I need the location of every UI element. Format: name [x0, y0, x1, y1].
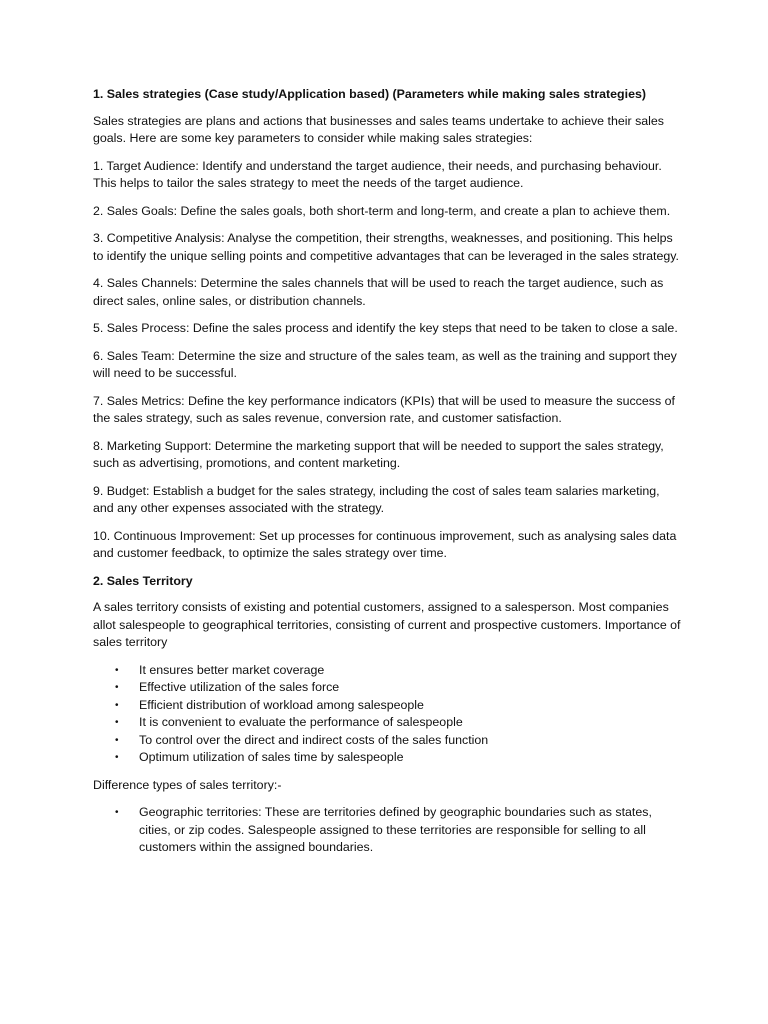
list-item-text: To control over the direct and indirect costs of the sales function — [139, 732, 489, 747]
parameter-item: 7. Sales Metrics: Define the key performance indicators (KPIs) that will be used to measure the success of the sales strategy, such as sales revenue, conversion rate, and customer satisfaction. — [93, 393, 675, 425]
bullet-icon: • — [115, 752, 119, 763]
list-item — [93, 697, 683, 715]
section1-intro: Sales strategies are plans and actions that businesses and sales teams undertake to achieve their sales goals. Here are some key parameters to consider while making sales strategies: — [93, 113, 664, 145]
bullet-icon: • — [115, 717, 119, 728]
bullet-icon: • — [115, 682, 119, 693]
parameter-item: 10. Continuous Improvement: Set up processes for continuous improvement, such as analysing sales data and customer feedback, to optimize the sales strategy over time. — [93, 528, 677, 560]
bullet-icon: • — [115, 807, 119, 818]
list-item-text: Geographic territories: These are territories defined by geographic boundaries such as states, cities, or zip codes. Salespeople assigned to these territories are responsible for selling to all customers within the assigned boundaries. — [139, 805, 652, 854]
parameter-item: 2. Sales Goals: Define the sales goals, both short-term and long-term, and create a plan to achieve them. — [93, 203, 671, 218]
section2-heading: 2. Sales Territory — [93, 573, 193, 588]
section2-intro: A sales territory consists of existing and potential customers, assigned to a salesperson. Most companies allot salespeople to geographical territories, consisting of current and prospective customers. Importance of sales territory — [93, 600, 681, 649]
section1-heading: 1. Sales strategies (Case study/Application based) (Parameters while making sales strategies) — [93, 87, 646, 101]
bullet-icon: • — [115, 699, 119, 711]
parameter-item: 1. Target Audience: Identify and understand the target audience, their needs, and purchasing behaviour. This helps to tailor the sales strategy to meet the needs of the target audience. — [93, 158, 662, 190]
bullet-icon: • — [115, 734, 119, 746]
list-item — [93, 679, 683, 697]
list-item-text: Efficient distribution of workload among salespeople — [139, 697, 424, 712]
list-item-text: Effective utilization of the sales force — [139, 680, 340, 694]
bullet-icon: • — [115, 664, 119, 676]
list-item — [93, 804, 683, 857]
list-item-text: It is convenient to evaluate the performance of salespeople — [139, 715, 463, 729]
list-item-text: It ensures better market coverage — [139, 662, 325, 677]
list-item — [93, 749, 683, 767]
list-item — [93, 732, 683, 750]
parameter-item: 6. Sales Team: Determine the size and structure of the sales team, as well as the training and support they will need to be successful. — [93, 348, 677, 380]
list-item-text: Optimum utilization of sales time by salespeople — [139, 750, 404, 764]
parameter-item: 3. Competitive Analysis: Analyse the competition, their strengths, weaknesses, and positioning. This helps to identify the unique selling points and competitive advantages that can be leveraged in the sales strategy. — [93, 231, 679, 263]
document-page — [93, 86, 683, 867]
territory-types-list — [93, 804, 683, 857]
parameter-item: 8. Marketing Support: Determine the marketing support that will be needed to support the sales strategy, such as advertising, promotions, and content marketing. — [93, 438, 664, 470]
importance-list — [93, 662, 683, 767]
types-intro: Difference types of sales territory:- — [93, 777, 282, 792]
parameter-item: 5. Sales Process: Define the sales process and identify the key steps that need to be taken to close a sale. — [93, 321, 678, 335]
parameter-item: 4. Sales Channels: Determine the sales channels that will be used to reach the target audience, such as direct sales, online sales, or distribution channels. — [93, 276, 664, 308]
parameter-item: 9. Budget: Establish a budget for the sales strategy, including the cost of sales team salaries marketing, and any other expenses associated with the strategy. — [93, 483, 660, 515]
list-item — [93, 662, 683, 680]
list-item — [93, 714, 683, 732]
